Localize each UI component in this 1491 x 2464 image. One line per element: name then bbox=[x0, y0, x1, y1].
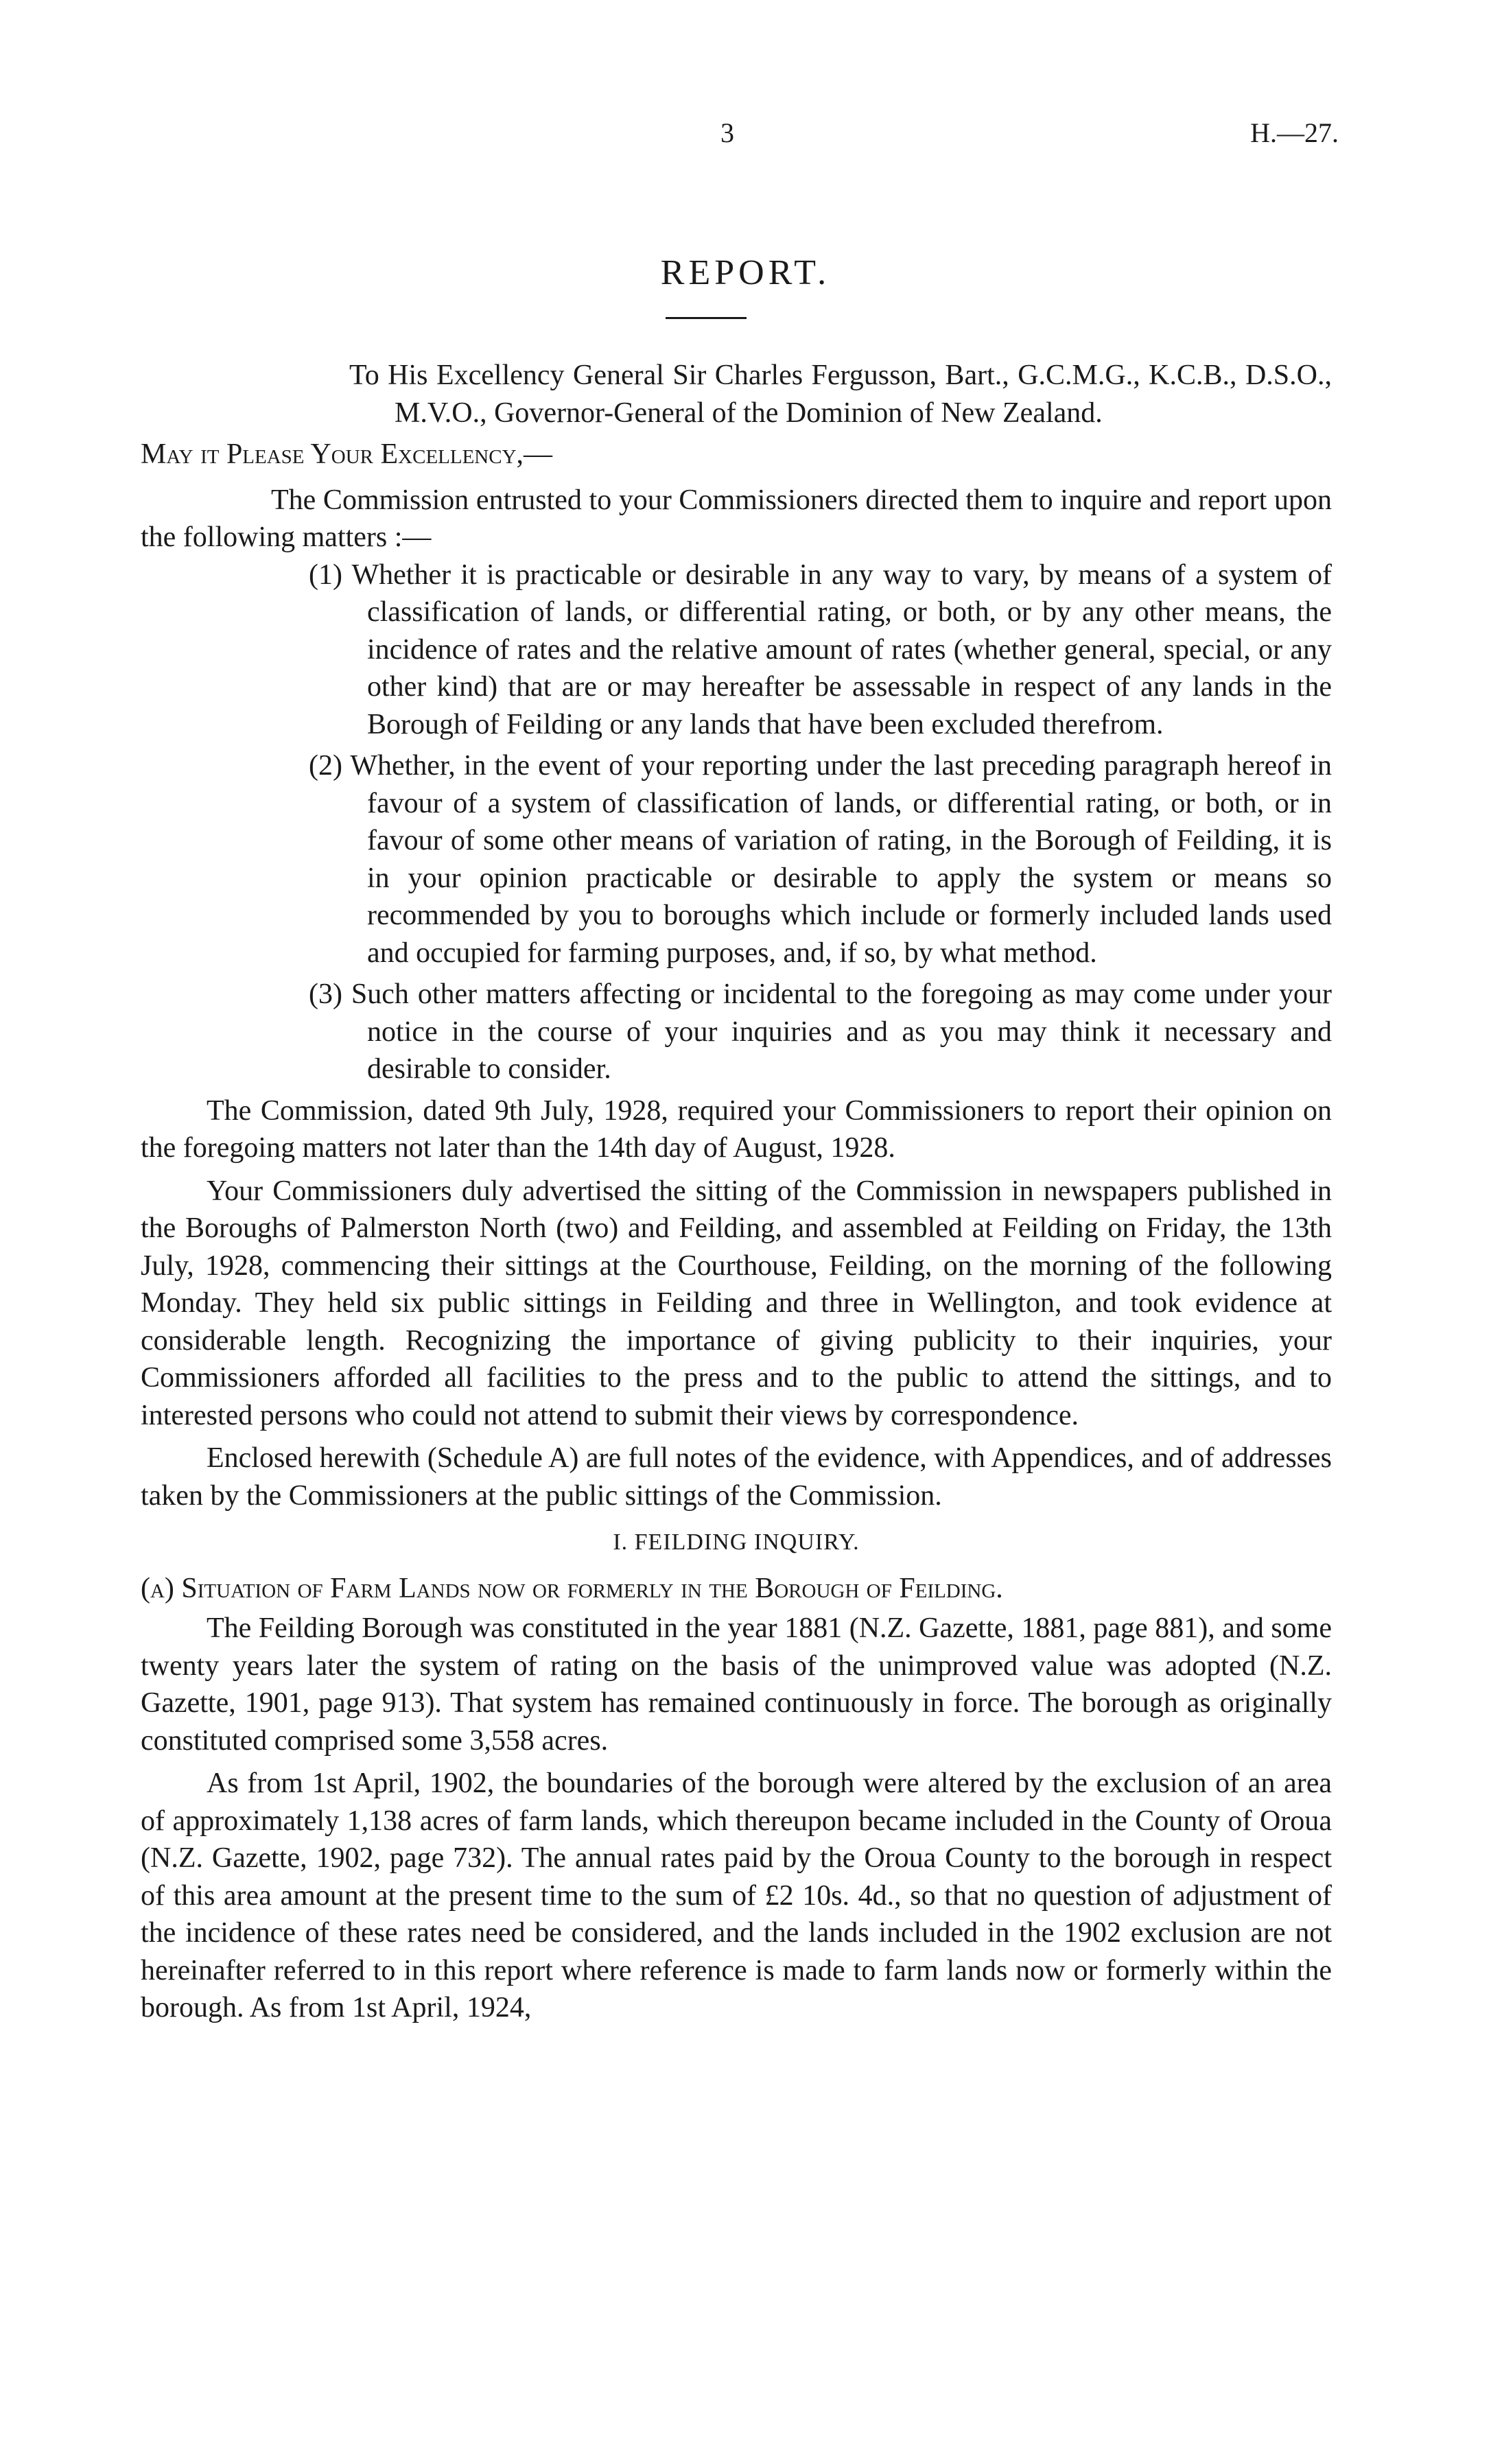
intro-paragraph: The Commission entrusted to your Commissioners directed them to inquire and report upon the following matters :— bbox=[141, 484, 1332, 553]
salutation: May it Please Your Excellency,— bbox=[141, 438, 553, 470]
title-underline bbox=[666, 317, 747, 319]
page-number: 3 bbox=[720, 117, 734, 148]
body-paragraph: Your Commissioners duly advertised the sitting of the Commission in newspapers published in the Boroughs of Palmerston North (two) and Feilding, and assembled at Feilding on Friday, the 13th July, 1928, commencing their sittings at the Courthouse, Feilding, on the morning of the following Monday. They held six public sittings in Feilding and three in Wellington, and took evidence at considerable length. Recognizing the importance of giving publicity to their inquiries, your Commissioners afforded all facilities to the press and to the public to attend the sittings, and to interested persons who could not attend to submit their views by correspondence. bbox=[141, 1175, 1332, 1431]
body-paragraph: As from 1st April, 1902, the boundaries of the borough were altered by the exclusion of an area of approximately 1,138 acres of farm lands, which thereupon became included in the County of Oroua (N.Z. Gazette, 1902, page 732). The annual rates paid by the Oroua County to the borough in respect of this area amount at the present time to the sum of £2 10s. 4d., so that no question of adjustment of the incidence of these rates need be considered, and the lands included in the 1902 exclusion are not hereinafter referred to in this report where reference is made to farm lands now or formerly within the borough. As from 1st April, 1924, bbox=[141, 1768, 1332, 2023]
document-reference: H.—27. bbox=[1250, 117, 1339, 148]
body-paragraph: The Feilding Borough was constituted in the year 1881 (N.Z. Gazette, 1881, page 881), and some twenty years later the system of rating on the basis of the unimproved value was adopted (N.Z. Gazette, 1901, page 913). That system has remained continuously in force. The borough as originally constituted comprised some 3,558 acres. bbox=[141, 1612, 1332, 1757]
body-paragraph: Enclosed herewith (Schedule A) are full notes of the evidence, with Appendices, and of addresses taken by the Commissioners at the public sittings of the Commission. bbox=[141, 1442, 1332, 1512]
body-paragraph: The Commission, dated 9th July, 1928, required your Commissioners to report their opinion on the foregoing matters not later than the 14th day of August, 1928. bbox=[141, 1094, 1332, 1164]
matters-list bbox=[141, 556, 1332, 1088]
matter-item: (3) Such other matters affecting or incidental to the foregoing as may come under your notice in the course of your inquiries and as you may think it necessary and desirable to consider. bbox=[309, 978, 1332, 1085]
matter-item: (2) Whether, in the event of your reporting under the last preceding paragraph hereof in favour of a system of classification of lands, or differential rating, or both, or in favour of some other means of variation of rating, in the Borough of Feilding, it is in your opinion practicable or desirable to apply the system or means so recommended by you to boroughs which include or formerly included lands used and occupied for farming purposes, and, if so, by what method. bbox=[309, 750, 1332, 969]
section-heading: I. FEILDING INQUIRY. bbox=[613, 1529, 860, 1555]
matter-item: (1) Whether it is practicable or desirable in any way to vary, by means of a system of classification of lands, or differential rating, or both, or by any other means, the incidence of rates and the relative amount of rates (whether general, special, or any other kind) that are or may hereafter be assessable in respect of any lands in the Borough of Feilding or any lands that have been excluded therefrom. bbox=[309, 559, 1332, 740]
address-line: To His Excellency General Sir Charles Fergusson, Bart., G.C.M.G., K.C.B., D.S.O., M.V.O., Governor-General of the Dominion of New Zealand. bbox=[349, 360, 1332, 429]
report-title: REPORT. bbox=[660, 253, 831, 292]
report-body bbox=[141, 357, 1332, 2032]
subsection-heading: (a) Situation of Farm Lands now or formerly in the Borough of Feilding. bbox=[141, 1572, 1003, 1604]
